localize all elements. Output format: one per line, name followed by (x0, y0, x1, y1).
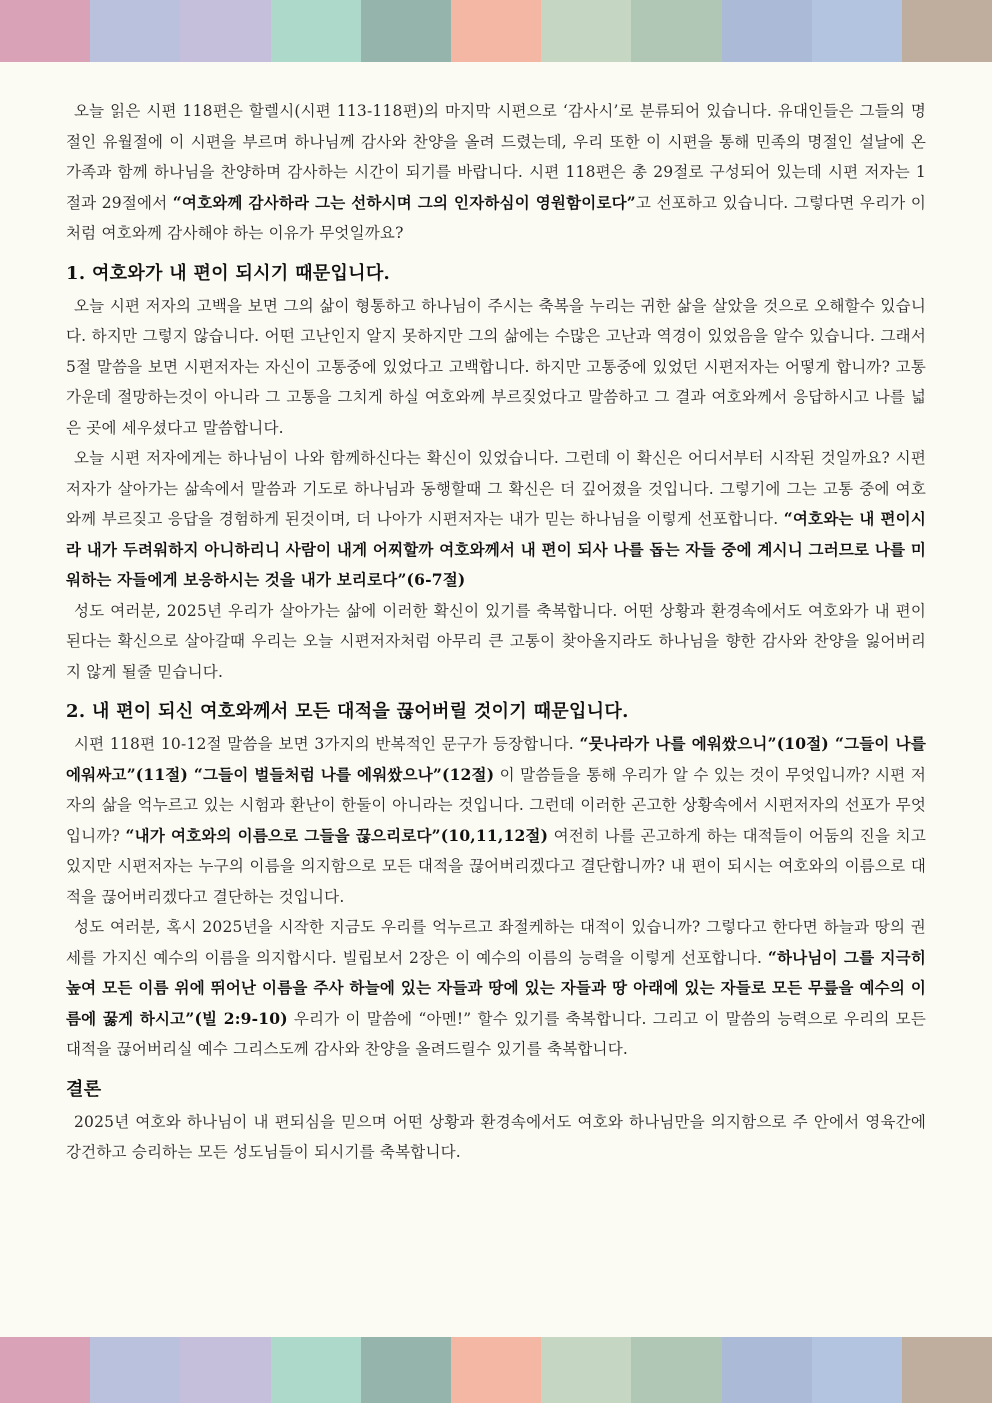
section-2-heading: 2. 내 편이 되신 여호와께서 모든 대적을 끊어버릴 것이기 때문입니다. (66, 701, 629, 722)
section-1-p2-text: 오늘 시편 저자에게는 하나님이 나와 함께하신다는 확신이 있었습니다. 그런데 이 확신은 어디서부터 시작된 것일까요? 시편 저자가 살아가는 삶속에서 말씀과 기도로 하나님과 동행할때 그 확신은 더 깊어졌을 것입니다. 그렇기에 그는 고통 중에 여호와께 부르짖고 응답을 경험하게 된것이며, 더 나아가 시편저자는 내가 믿는 하나님을 이렇게 선포합니다. (66, 449, 926, 528)
stripe-segment (361, 0, 451, 62)
top-color-stripe (0, 0, 992, 62)
section-1-paragraph-1: 오늘 시편 저자의 고백을 보면 그의 삶이 형통하고 하나님이 주시는 축복을 누리는 귀한 삶을 살았을 것으로 오해할수 있습니다. 하지만 그렇지 않습니다. 어떤 고난인지 알지 못하지만 그의 삶에는 수많은 고난과 역경이 있었음을 알수 있습니다. 그래서 5절 말씀을 보면 시편저자는 자신이 고통중에 있었다고 고백합니다. 하지만 고통중에 있었던 시편저자는 어떻게 합니까? 고통 가운데 절망하는것이 아니라 그 고통을 그치게 하실 여호와께 부르짖었다고 말씀하고 그 결과 여호와께서 응답하시고 나를 넓은 곳에 세우셨다고 말씀합니다. (66, 296, 926, 437)
stripe-segment (812, 1337, 902, 1403)
stripe-segment (812, 0, 902, 62)
stripe-segment (722, 1337, 812, 1403)
section-2-quote-1: “뭇나라가 나를 에워쌌으니”(10절) “그들이 나를 에워싸고”(11절) “그들이 벌들처럼 나를 에워쌌으나”(12절) (66, 734, 926, 784)
conclusion-heading: 결론 (66, 1078, 102, 1100)
stripe-segment (90, 0, 180, 62)
stripe-segment (451, 1337, 541, 1403)
stripe-segment (631, 0, 721, 62)
stripe-segment (271, 0, 361, 62)
stripe-segment (722, 0, 812, 62)
section-1-heading: 1. 여호와가 내 편이 되시기 때문입니다. (66, 262, 391, 284)
conclusion-paragraph: 2025년 여호와 하나님이 내 편되심을 믿으며 어떤 상황과 환경속에서도 여호와 하나님만을 의지함으로 주 안에서 영육간에 강건하고 승리하는 모든 성도님들이 되시기를 축복합니다. (66, 1112, 926, 1161)
section-2-paragraph-2 (66, 912, 926, 1065)
stripe-segment (541, 0, 631, 62)
stripe-segment (902, 0, 992, 62)
stripe-segment (180, 1337, 270, 1403)
section-2-p2-tail: 우리가 이 말씀에 “아멘!” 할수 있기를 축복합니다. 그리고 이 말씀의 능력으로 우리의 모든 대적을 끊어버리실 예수 그리스도께 감사와 찬양을 올려드릴수 있기를 축복합니다. (66, 1009, 926, 1058)
stripe-segment (902, 1337, 992, 1403)
stripe-segment (541, 1337, 631, 1403)
stripe-segment (631, 1337, 721, 1403)
stripe-segment (451, 0, 541, 62)
section-2-p1-text-c: 이 말씀들을 통해 우리가 알 수 있는 것이 무엇입니까? 시편 저자의 삶을 억누르고 있는 시험과 환난이 한둘이 아니라는 것입니다. 그런데 이러한 곤고한 상황속에서 시편저자의 선포가 무엇입니까? (66, 765, 926, 845)
stripe-segment (0, 0, 90, 62)
section-2-quote-3: “하나님이 그를 지극히 높여 모든 이름 위에 뛰어난 이름을 주사 하늘에 있는 자들과 땅에 있는 자들과 땅 아래에 있는 자들로 모든 무릎을 예수의 이름에 꿇게 하시고”(빌 2:9-10) (66, 947, 927, 1028)
intro-text-tail: 고 선포하고 있습니다. 그렇다면 우리가 이처럼 여호와께 감사해야 하는 이유가 무엇일까요? (66, 193, 926, 242)
stripe-segment (0, 1337, 90, 1403)
stripe-segment (180, 0, 270, 62)
intro-text: 오늘 읽은 시편 118편은 할렐시(시편 113-118편)의 마지막 시편으로 ‘감사시’로 분류되어 있습니다. 유대인들은 그들의 명절인 유월절에 이 시편을 부르며 하나님께 감사와 찬양을 올려 드렸는데, 우리 또한 이 시편을 통해 민족의 명절인 설날에 온 가족과 함께 하나님을 찬양하며 감사하는 시간이 되기를 바랍니다. 시편 118편은 총 29절로 구성되어 있는데 시편 저자는 1절과 29절에서 (66, 102, 926, 212)
sermon-document (66, 96, 926, 1168)
section-1-paragraph-3: 성도 여러분, 2025년 우리가 살아가는 삶에 이러한 확신이 있기를 축복합니다. 어떤 상황과 환경속에서도 여호와가 내 편이 된다는 확신으로 살아갈때 우리는 오늘 시편저자처럼 아무리 큰 고통이 찾아올지라도 하나님을 향한 감사와 찬양을 잃어버리지 않게 될줄 믿습니다. (66, 601, 926, 681)
intro-quote: “여호와께 감사하라 그는 선하시며 그의 인자하심이 영원함이로다” (172, 192, 636, 212)
intro-paragraph (66, 96, 926, 249)
section-1-quote: “여호와는 내 편이시라 내가 두려워하지 아니하리니 사람이 내게 어찌할까 여호와께서 내 편이 되사 나를 돕는 자들 중에 계시니 그러므로 나를 미워하는 자들에게 보응하시는 것을 내가 보리로다”(6-7절) (66, 509, 926, 589)
stripe-segment (361, 1337, 451, 1403)
section-1-paragraph-2 (66, 443, 926, 596)
section-2-paragraph-1 (66, 729, 926, 912)
bottom-color-stripe (0, 1337, 992, 1403)
section-2-p1-text-d: 여전히 나를 곤고하게 하는 대적들이 어둠의 진을 치고 있지만 시편저자는 누구의 이름을 의지함으로 모든 대적을 끊어버리겠다고 결단합니까? 내 편이 되시는 여호와의 이름으로 대적을 끊어버리겠다고 결단하는 것입니다. (66, 826, 927, 906)
section-2-quote-2: “내가 여호와의 이름으로 그들을 끊으리로다”(10,11,12절) (125, 825, 549, 845)
section-2-p1-text-a: 시편 118편 10-12절 말씀을 보면 3가지의 반복적인 문구가 등장합니다. (74, 735, 580, 753)
stripe-segment (271, 1337, 361, 1403)
section-2-p2-text-a: 성도 여러분, 혹시 2025년을 시작한 지금도 우리를 억누르고 좌절케하는 대적이 있습니까? 그렇다고 한다면 하늘과 땅의 권세를 가지신 예수의 이름을 의지합시다. 빌립보서 2장은 이 예수의 이름의 능력을 이렇게 선포합니다. (66, 918, 926, 967)
stripe-segment (90, 1337, 180, 1403)
